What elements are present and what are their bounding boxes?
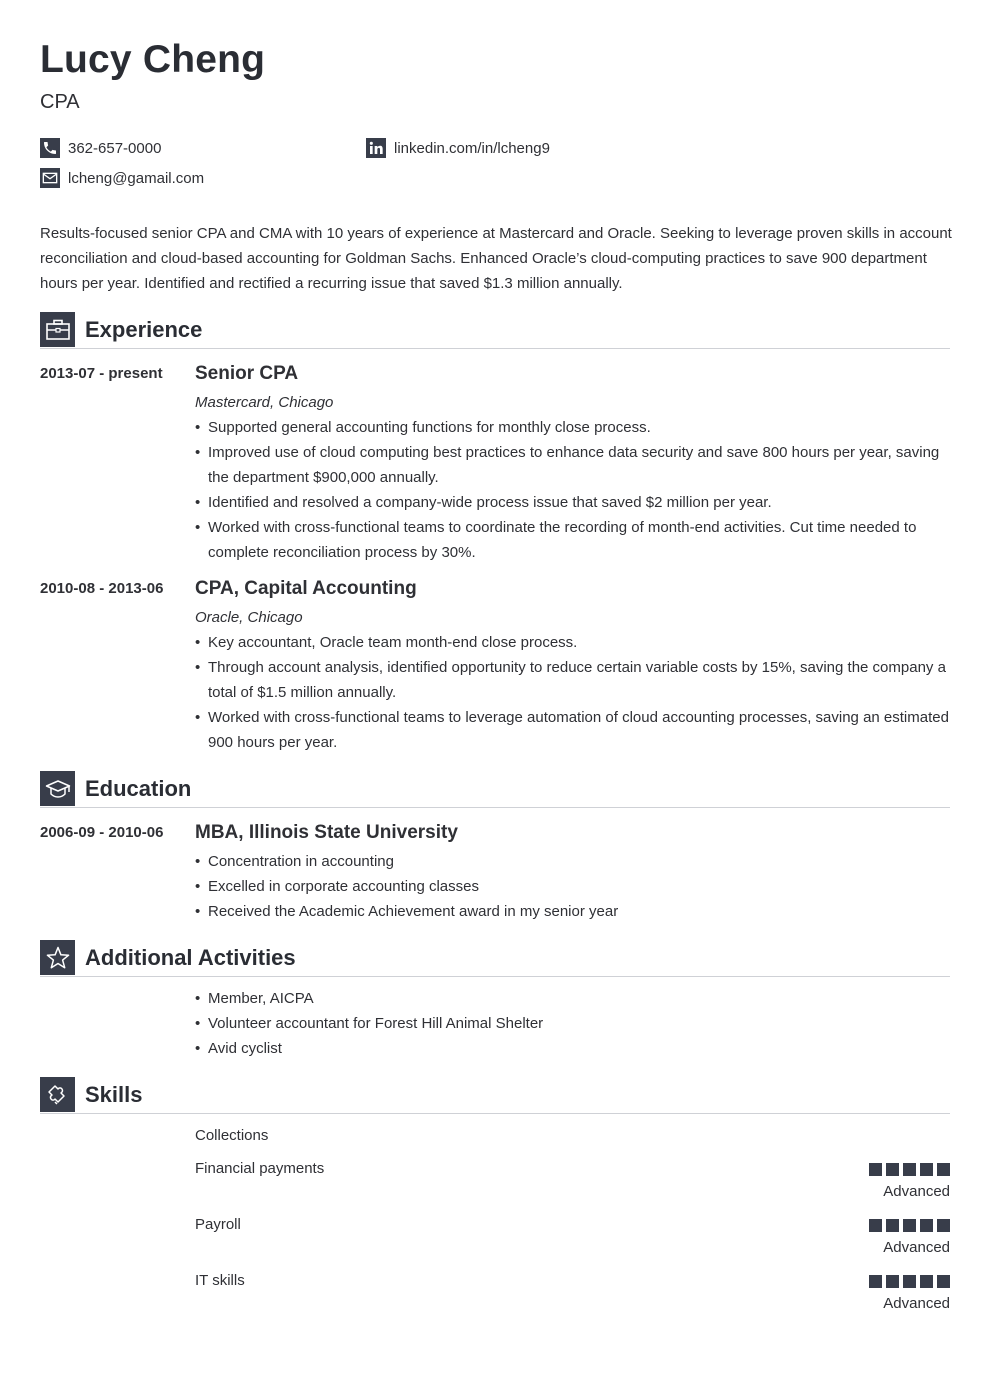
puzzle-piece-icon (40, 1077, 75, 1112)
skill-rating-square (886, 1163, 899, 1176)
profile-summary: Results-focused senior CPA and CMA with 10 years of experience at Mastercard and Oracle. Seeking to leverage proven skills in account reconciliation and cloud-based accounting for Goldman Sachs. Enhanced Oracle’s cloud-computing practices to save 900 department hours per year. Identified and rectified a recurring issue that saved $1.3 million annually. (40, 225, 952, 292)
skill-rating-square (903, 1163, 916, 1176)
list-item: • Member, AICPA (195, 986, 950, 1011)
education-dates: 2006-09 - 2010-06 (40, 824, 164, 841)
skill-rating-square (886, 1275, 899, 1288)
list-item: • Received the Academic Achievement award in my senior year (195, 899, 950, 924)
skill-rating (869, 1163, 950, 1176)
contact-linkedin (366, 138, 550, 158)
experience-heading: Experience (85, 317, 203, 342)
skills-section-header (40, 1077, 950, 1114)
job-dates: 2010-08 - 2013-06 (40, 580, 164, 597)
job-bullets (195, 415, 950, 565)
skill-rating-square (937, 1275, 950, 1288)
education-bullets (195, 849, 950, 924)
skill-name: Payroll (195, 1216, 241, 1233)
education-section-header (40, 771, 950, 808)
list-item: • Worked with cross-functional teams to leverage automation of cloud accounting processes, saving an estimated 900 hours per year. (195, 705, 950, 755)
star-icon (40, 940, 75, 975)
phone-icon (40, 138, 60, 158)
contact-email (40, 168, 204, 188)
skill-name: IT skills (195, 1272, 245, 1289)
list-item: • Identified and resolved a company-wide process issue that saved $2 million per year. (195, 490, 950, 515)
candidate-title: CPA (40, 91, 80, 113)
skill-rating-square (920, 1275, 933, 1288)
job-title: Senior CPA (195, 363, 299, 384)
experience-section-header (40, 312, 950, 349)
list-item: • Concentration in accounting (195, 849, 950, 874)
skill-rating-square (869, 1163, 882, 1176)
skill-rating-square (937, 1163, 950, 1176)
envelope-icon (40, 168, 60, 188)
list-item: • Excelled in corporate accounting classes (195, 874, 950, 899)
job-company: Oracle, Chicago (195, 609, 303, 626)
skill-name: Financial payments (195, 1160, 325, 1177)
list-item: • Supported general accounting functions for monthly close process. (195, 415, 950, 440)
list-item: • Through account analysis, identified opportunity to reduce certain variable costs by 15%, saving the company a total of $1.5 million annually. (195, 655, 950, 705)
activities-list (195, 986, 950, 1061)
list-item: • Improved use of cloud computing best practices to enhance data security and save 800 hours per year, saving the department $900,000 annually. (195, 440, 950, 490)
job-bullets (195, 630, 950, 755)
candidate-name: Lucy Cheng (40, 38, 266, 81)
list-item: • Worked with cross-functional teams to coordinate the recording of month-end activities. Cut time needed to complete reconciliation process by 30%. (195, 515, 950, 565)
skill-rating (869, 1219, 950, 1232)
list-item: • Key accountant, Oracle team month-end close process. (195, 630, 950, 655)
activities-heading: Additional Activities (85, 945, 296, 970)
skill-rating-square (903, 1219, 916, 1232)
job-title: CPA, Capital Accounting (195, 578, 417, 599)
phone-number: 362-657-0000 (68, 139, 162, 157)
skill-rating-square (937, 1219, 950, 1232)
linkedin-url[interactable]: linkedin.com/in/lcheng9 (394, 139, 550, 157)
skills-heading: Skills (85, 1082, 143, 1107)
skill-rating (869, 1275, 950, 1288)
list-item: • Avid cyclist (195, 1036, 950, 1061)
education-heading: Education (85, 776, 192, 801)
skill-rating-square (920, 1219, 933, 1232)
activities-section-header (40, 940, 950, 977)
contact-phone (40, 138, 161, 158)
linkedin-icon (366, 138, 386, 158)
graduation-cap-icon (40, 771, 75, 806)
skill-rating-square (920, 1163, 933, 1176)
education-degree: MBA, Illinois State University (195, 822, 458, 843)
email-address[interactable]: lcheng@gamail.com (68, 169, 205, 187)
skill-level: Advanced (883, 1183, 950, 1200)
skill-level: Advanced (883, 1239, 950, 1256)
skill-rating-square (869, 1219, 882, 1232)
skill-name: Collections (195, 1127, 269, 1144)
briefcase-icon (40, 312, 75, 347)
skill-rating-square (886, 1219, 899, 1232)
job-company: Mastercard, Chicago (195, 394, 334, 411)
list-item: • Volunteer accountant for Forest Hill Animal Shelter (195, 1011, 950, 1036)
job-dates: 2013-07 - present (40, 365, 163, 382)
skill-rating-square (869, 1275, 882, 1288)
skill-rating-square (903, 1275, 916, 1288)
skill-level: Advanced (883, 1295, 950, 1312)
